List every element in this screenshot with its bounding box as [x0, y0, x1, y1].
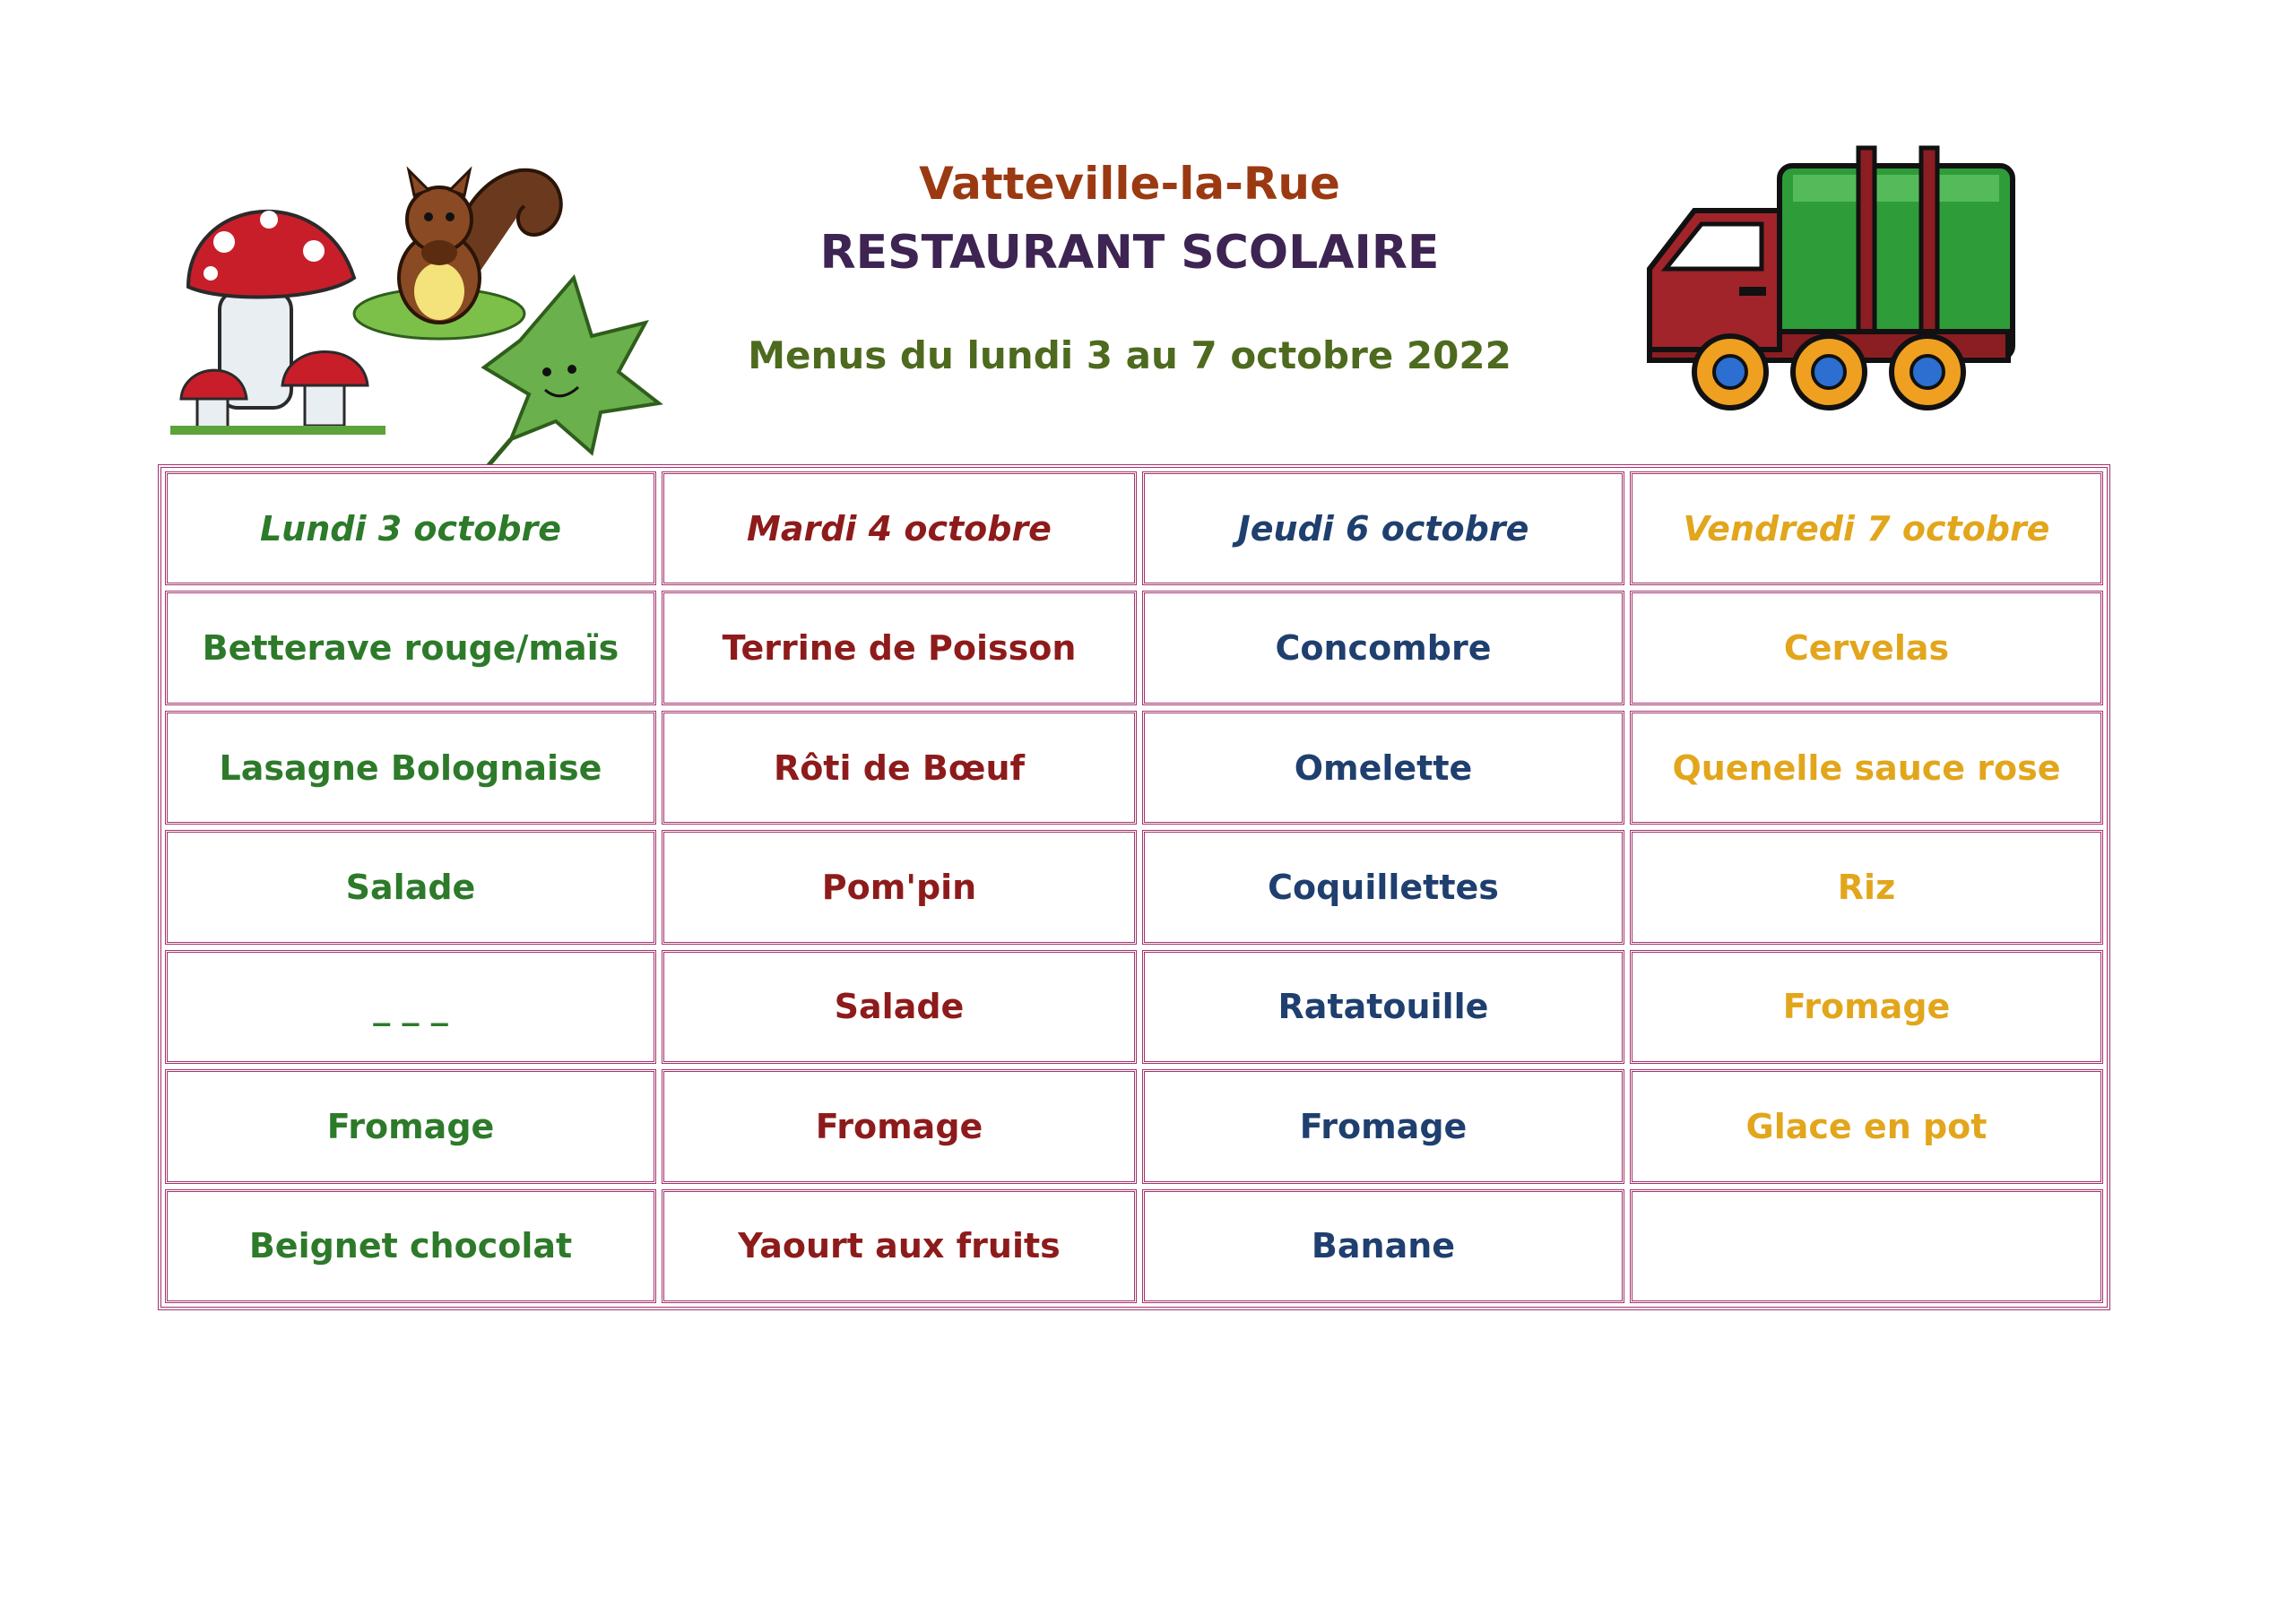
- mushrooms-squirrel-leaf-icon: [170, 143, 672, 471]
- menu-item: Betterave rouge/maïs: [165, 591, 656, 704]
- town-title: Vatteville-la-Rue: [919, 158, 1340, 210]
- menu-item: Pom'pin: [662, 830, 1137, 944]
- menu-subtitle: Menus du lundi 3 au 7 octobre 2022: [748, 333, 1511, 377]
- menu-item: Quenelle sauce rose: [1630, 711, 2103, 825]
- menu-item: Glace en pot: [1630, 1069, 2103, 1183]
- day-header-thursday: Jeudi 6 octobre: [1142, 471, 1624, 585]
- menu-table: [158, 464, 2110, 1310]
- page-title: RESTAURANT SCOLAIRE: [819, 226, 1440, 280]
- menu-item: _ _ _: [165, 950, 656, 1064]
- menu-item: Terrine de Poisson: [662, 591, 1137, 704]
- menu-item: Salade: [165, 830, 656, 944]
- menu-item: Cervelas: [1630, 591, 2103, 704]
- menu-item: Fromage: [1630, 950, 2103, 1064]
- menu-item: Rôti de Bœuf: [662, 711, 1137, 825]
- menu-item: Banane: [1142, 1189, 1624, 1303]
- menu-item: Fromage: [662, 1069, 1137, 1183]
- log-truck-icon: [1623, 134, 2026, 421]
- menu-item: Fromage: [165, 1069, 656, 1183]
- day-header-monday: Lundi 3 octobre: [165, 471, 656, 585]
- menu-item: Coquillettes: [1142, 830, 1624, 944]
- menu-item: Lasagne Bolognaise: [165, 711, 656, 825]
- menu-item: Omelette: [1142, 711, 1624, 825]
- menu-item: [1630, 1189, 2103, 1303]
- menu-item: Ratatouille: [1142, 950, 1624, 1064]
- menu-item: Beignet chocolat: [165, 1189, 656, 1303]
- day-header-friday: Vendredi 7 octobre: [1630, 471, 2103, 585]
- menu-item: Salade: [662, 950, 1137, 1064]
- day-header-tuesday: Mardi 4 octobre: [662, 471, 1137, 585]
- menu-item: Riz: [1630, 830, 2103, 944]
- menu-item: Yaourt aux fruits: [662, 1189, 1137, 1303]
- menu-item: Concombre: [1142, 591, 1624, 704]
- menu-item: Fromage: [1142, 1069, 1624, 1183]
